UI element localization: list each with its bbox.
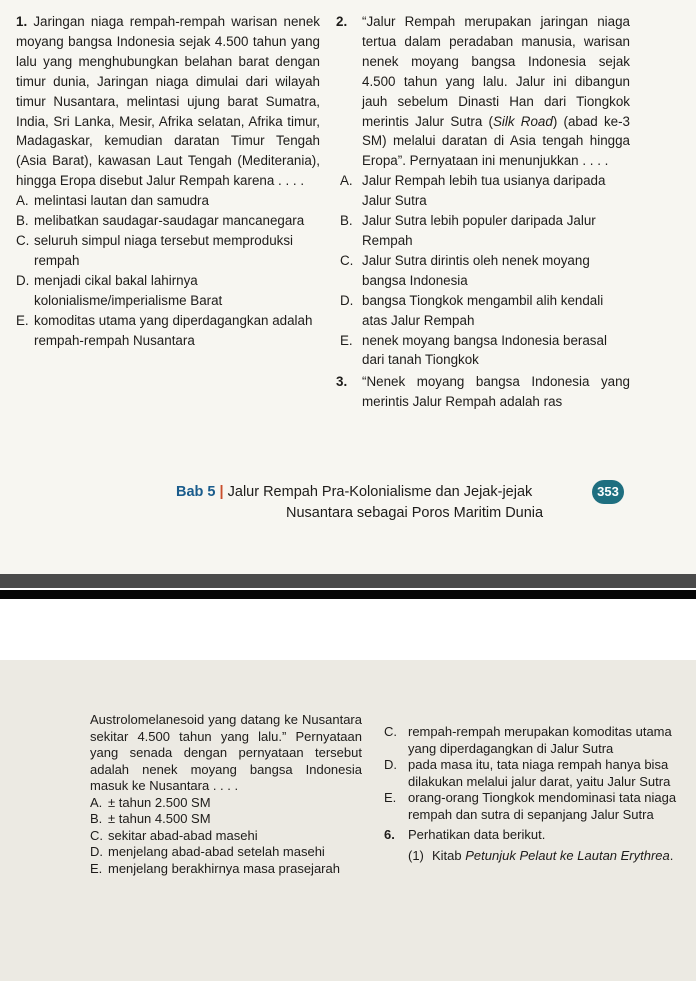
- q4-option-e[interactable]: E. orang-orang Tiongkok mendominasi tata niaga rempah dan sutra di sepanjang Jalur Sutra: [384, 790, 677, 822]
- q2-option-b[interactable]: B. Jalur Sutra lebih populer daripada Jalur Rempah: [340, 213, 596, 248]
- bottom-left-column: [90, 712, 362, 877]
- chapter-title-line2: Nusantara sebagai Poros Maritim Dunia: [286, 505, 544, 521]
- q1-option-a[interactable]: A. melintasi lautan dan samudra: [16, 193, 209, 209]
- top-right-column: [336, 12, 630, 412]
- question-1: [16, 12, 320, 191]
- question-3: [336, 372, 630, 412]
- chapter-title-line1: Jalur Rempah Pra-Kolonialisme dan Jejak-jejak: [227, 484, 533, 500]
- q6-item-1: (1) Kitab Petunjuk Pelaut ke Lautan Erythrea.: [408, 847, 674, 863]
- question-6-number: 6.: [384, 827, 395, 842]
- q2-option-e[interactable]: E. nenek moyang bangsa Indonesia berasal dari tanah Tiongkok: [340, 332, 607, 368]
- chapter-footer: [176, 484, 532, 500]
- question-3-number: 3.: [336, 374, 348, 390]
- q3-option-d[interactable]: D. menjelang abad-abad setelah masehi: [90, 844, 325, 859]
- chapter-label: Bab 5: [176, 484, 216, 500]
- q1-option-d[interactable]: D. menjadi cikal bakal lahirnya kolonialisme/imperialisme Barat: [16, 272, 223, 308]
- q1-option-b[interactable]: B. melibatkan saudagar-saudagar mancanegara: [16, 213, 305, 229]
- q1-option-c[interactable]: C. seluruh simpul niaga tersebut memproduksi rempah: [16, 232, 294, 268]
- q3-option-b[interactable]: B. ± tahun 4.500 SM: [90, 811, 211, 826]
- question-3-text: “Nenek moyang bangsa Indonesia yang merintis Jalur Rempah adalah ras: [362, 374, 630, 410]
- question-1-number: 1.: [16, 14, 28, 29]
- q3-option-a[interactable]: A. ± tahun 2.500 SM: [90, 794, 211, 810]
- page-number-badge: 353: [592, 480, 624, 504]
- page-edge-shadow: [0, 574, 696, 588]
- q4-option-c[interactable]: C. rempah-rempah merupakan komoditas utama yang diperdagangkan di Jalur Sutra: [384, 724, 672, 756]
- question-6-text: Perhatikan data berikut.: [408, 827, 546, 842]
- question-2: 2. “Jalur Rempah merupakan jaringan niaga tertua dalam peradaban manusia, warisan nenek moyang bangsa Indonesia sejak 4.500 tahun yang lalu. Jalur ini dibangun jauh sebelum Dinasti Han dari Tiongkok merintis Jalur Sutra (Silk Road) (abad ke-3 SM) melalui daratan di Asia tengah hingga Eropa”. Pernyataan ini menunjukkan . . . .: [336, 14, 630, 169]
- page-divider: [0, 590, 696, 599]
- question-3-continued: Austrolomelanesoid yang datang ke Nusantara sekitar 4.500 tahun yang lalu.” Pernyataan yang senada dengan pernyataan tersebut adalah nenek moyang bangsa Indonesia masuk ke Nusantara . . . .: [90, 712, 362, 793]
- top-left-column: [16, 12, 320, 350]
- q3-option-e[interactable]: E. menjelang berakhirnya masa prasejarah: [90, 860, 340, 876]
- question-1-text: Jaringan niaga rempah-rempah warisan nenek moyang bangsa Indonesia sejak 4.500 tahun yang lalu yang menghubungkan belahan barat dengan timur dunia, Jaringan niaga dimulai dari wilayah timur Nusantara, melintasi ujung barat Sumatra, India, Sri Lanka, Mesir, Afrika selatan, Afrika timur, Madagaskar, kemudian daratan Timur Tengah (Asia Barat), kawasan Laut Tengah (Mediterania), hingga Eropa disebut Jalur Rempah karena . . . .: [16, 14, 320, 189]
- question-6: [384, 827, 680, 844]
- q4-option-d[interactable]: D. pada masa itu, tata niaga rempah hanya bisa dilakukan melalui jalur darat, yaitu Jalur Sutra: [384, 757, 671, 789]
- bottom-right-column: [384, 724, 680, 864]
- q2-option-c[interactable]: C. Jalur Sutra dirintis oleh nenek moyang bangsa Indonesia: [340, 252, 590, 288]
- question-2-number: 2.: [336, 14, 348, 29]
- q2-option-a[interactable]: A. Jalur Rempah lebih tua usianya daripada Jalur Sutra: [340, 173, 606, 209]
- page-gap: [0, 599, 696, 660]
- q3-option-c[interactable]: C. sekitar abad-abad masehi: [90, 827, 258, 843]
- q2-option-d[interactable]: D. bangsa Tiongkok mengambil alih kendali atas Jalur Rempah: [340, 292, 604, 328]
- q1-option-e[interactable]: E. komoditas utama yang diperdagangkan adalah rempah-rempah Nusantara: [16, 312, 313, 348]
- footer-separator: |: [219, 484, 224, 500]
